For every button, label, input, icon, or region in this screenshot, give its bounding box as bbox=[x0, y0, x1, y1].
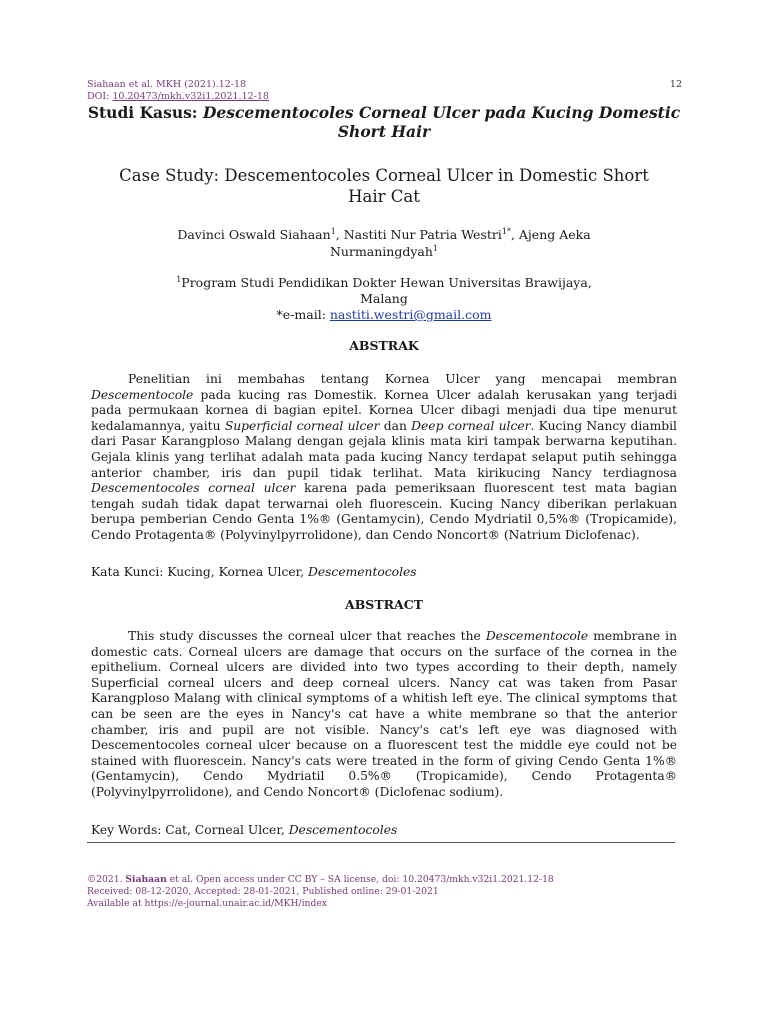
abstrak-italic-2: Superficial corneal ulcer bbox=[224, 418, 380, 433]
abstrak-paragraph bbox=[91, 372, 677, 544]
header-citation: Siahaan et al. MKH (2021).12-18 bbox=[87, 79, 247, 90]
kata-kunci-italic: Descementocoles bbox=[307, 565, 417, 579]
title-id-prefix: Studi Kasus: bbox=[87, 103, 203, 122]
footer bbox=[87, 874, 554, 910]
kata-kunci-label: Kata Kunci: Kucing, Kornea Ulcer, bbox=[91, 565, 308, 579]
key-words bbox=[91, 822, 677, 838]
title-id-italic: Descementocoles Corneal Ulcer pada Kucing Domestic bbox=[202, 103, 681, 122]
abstrak-text-3: dan bbox=[379, 418, 412, 433]
affiliation bbox=[150, 275, 618, 323]
abstrak-text-2: pada kucing ras Domestik. Kornea Ulcer adalah kerusakan yang terjadi pada permukaan kornea di bagian epitel. Kornea Ulcer dibagi menjadi dua tipe menurut kedalamannya, yaitu bbox=[91, 387, 677, 433]
affiliation-line2: Malang bbox=[360, 291, 408, 306]
abstract-text-2: membrane in domestic cats. Corneal ulcers are damage that occurs on the surface of the cornea in the epithelium. Corneal ulcers are divided into two types according to their depth, namely Superficial corneal ulcers and deep corneal ulcers. Nancy cat was taken from Pasar Karangploso Malang with clinical symptoms of a whitish left eye. The clinical symptoms that can be seen are the eyes in Nancy's cat have a white membrane so that the anterior chamber, iris and pupil are not visible. Nancy's cat's left eye was diagnosed with Descementocoles corneal ulcer because on a fluorescent test the middle eye could not be stained with fluorescein. Nancy's cats were treated in the form of giving Cendo Genta 1%® (Gentamycin), Cendo Mydriatil 0.5%® (Tropicamide), Cendo Protagenta® (Polyvinylpyrrolidone), and Cendo Noncort® (Diclofenac sodium). bbox=[91, 629, 678, 799]
author-2-sup: 1* bbox=[501, 226, 511, 236]
abstract-italic-1: Descementocole bbox=[485, 629, 589, 643]
abstrak-text-4: . Kucing Nancy diambil dari Pasar Karangploso Malang dengan gejala klinis mata kiri tampak berwarna keputihan. Gejala klinis yang terlihat adalah mata pada kucing Nancy terdapat selaput putih sehingga anterior chamber, iris dan pupil tidak terlihat. Mata kirikucing Nancy terdiagnosa bbox=[91, 418, 677, 480]
affiliation-line1: Program Studi Pendidikan Dokter Hewan Universitas Brawijaya, bbox=[181, 275, 592, 290]
author-3: , Ajeng Aeka Nurmaningdyah bbox=[329, 227, 591, 259]
abstract-paragraph bbox=[91, 629, 677, 801]
key-words-label: Key Words: Cat, Corneal Ulcer, bbox=[91, 823, 289, 837]
key-words-italic: Descementocoles bbox=[288, 823, 398, 837]
title-english: Case Study: Descementocoles Corneal Ulcer in Domestic Short Hair Cat bbox=[119, 166, 649, 206]
abstract-heading: ABSTRACT bbox=[345, 597, 423, 612]
abstrak-text-1: Penelitian ini membahas tentang Kornea Ulcer yang mencapai membran bbox=[128, 372, 677, 386]
doi-link[interactable]: 10.20473/mkh.v32i1.2021.12-18 bbox=[112, 91, 269, 102]
footer-license-text: et al. Open access under CC BY – SA license, doi: 10.20473/mkh.v32i1.2021.12-18 bbox=[166, 874, 554, 885]
footer-available: Available at https://e-journal.unair.ac.id/MKH/index bbox=[87, 898, 327, 909]
title-id-line2: Short Hair bbox=[337, 122, 431, 141]
author-1: Davinci Oswald Siahaan bbox=[177, 227, 331, 242]
author-list bbox=[150, 226, 618, 260]
divider bbox=[87, 842, 675, 843]
email-label: *e-mail: bbox=[276, 307, 330, 322]
title-indonesian bbox=[80, 103, 688, 141]
email-link[interactable]: nastiti.westri@gmail.com bbox=[329, 307, 492, 322]
footer-copyright: ©2021. bbox=[87, 874, 126, 885]
footer-dates: Received: 08-12-2020, Accepted: 28-01-2021, Published online: 29-01-2021 bbox=[87, 886, 439, 897]
abstrak-text-5: karena pada pemeriksaan fluorescent test mata bagian tengah sudah tidak dapat terwarnai oleh fluorescein. Kucing Nancy diberikan perlakuan berupa pemberian Cendo Genta 1%® (Gentamycin), Cendo Mydriatil 0,5%® (Tropicamide), Cendo Protagenta® (Polyvinylpyrrolidone), dan Cendo Noncort® (Natrium Diclofenac). bbox=[91, 481, 677, 542]
affiliation-sup: 1 bbox=[176, 274, 182, 284]
running-header bbox=[87, 79, 269, 103]
author-1-sup: 1 bbox=[330, 226, 336, 236]
abstrak-italic-4: Descementocoles corneal ulcer bbox=[91, 481, 296, 496]
kata-kunci bbox=[91, 564, 677, 580]
abstrak-italic-1: Descementocole bbox=[91, 387, 194, 402]
footer-license bbox=[87, 874, 554, 886]
footer-author: Siahaan bbox=[125, 874, 167, 885]
author-2: , Nastiti Nur Patria Westri bbox=[335, 227, 502, 242]
abstract-text-1: This study discusses the corneal ulcer that reaches the bbox=[128, 629, 486, 643]
doi-label: DOI: bbox=[87, 91, 113, 102]
header-doi bbox=[87, 91, 269, 103]
abstrak-heading: ABSTRAK bbox=[349, 338, 419, 353]
page-number: 12 bbox=[669, 79, 682, 90]
author-3-sup: 1 bbox=[432, 243, 439, 253]
abstrak-italic-3: Deep corneal ulcer bbox=[411, 418, 531, 433]
